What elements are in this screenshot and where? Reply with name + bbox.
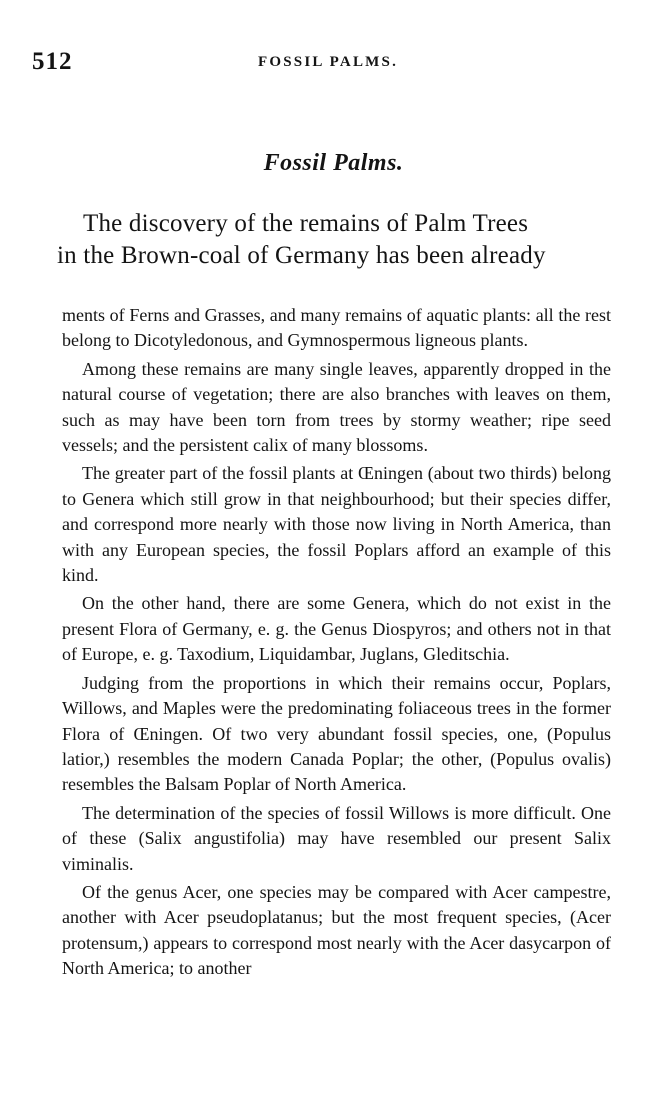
page-number: 512 [32,48,73,75]
paragraph: The determination of the species of fossil Willows is more difficult. One of these (Salix angustifolia) may have resembled our present Salix viminalis. [62,802,611,874]
lead-line: in the Brown-coal of Germany has been already [57,242,546,269]
body-text [62,303,611,985]
paragraph: On the other hand, there are some Genera, which do not exist in the present Flora of Germany, e. g. the Genus Diospyros; and others not in that of Europe, e. g. Taxodium, Liquidambar, Juglans, Gleditschia. [62,593,611,665]
paragraph: ments of Ferns and Grasses, and many remains of aquatic plants: all the rest belong to Dicotyledonous, and Gymnospermous ligneous plants. [62,305,611,351]
running-title: FOSSIL PALMS. [258,54,399,70]
paragraph: The greater part of the fossil plants at Œningen (about two thirds) belong to Genera which still grow in that neighbourhood; but their species differ, and correspond more nearly with those now living in North America, than with any European species, the fossil Poplars afford an example of this kind. [62,463,611,586]
lead-line: The discovery of the remains of Palm Trees [83,210,529,237]
paragraph: Judging from the proportions in which their remains occur, Poplars, Willows, and Maples were the predominating foliaceous trees in the former Flora of Œningen. Of two very abundant fossil species, one, (Populus latior,) resembles the modern Canada Poplar; the other, (Populus ovalis) resembles the Balsam Poplar of North America. [62,672,611,795]
lead-paragraph [57,208,609,272]
section-title: Fossil Palms. [263,150,404,176]
running-head [32,48,613,80]
paragraph: Among these remains are many single leaves, apparently dropped in the natural course of vegetation; there are also branches with leaves on them, such as may have been torn from trees by stormy weather; ripe seed vessels; and the persistent calix of many blossoms. [62,358,611,456]
paragraph: Of the genus Acer, one species may be compared with Acer campestre, another with Acer pseudoplatanus; but the most frequent species, (Acer protensum,) appears to correspond most nearly with the Acer dasycarpon of North America; to another [62,881,611,979]
